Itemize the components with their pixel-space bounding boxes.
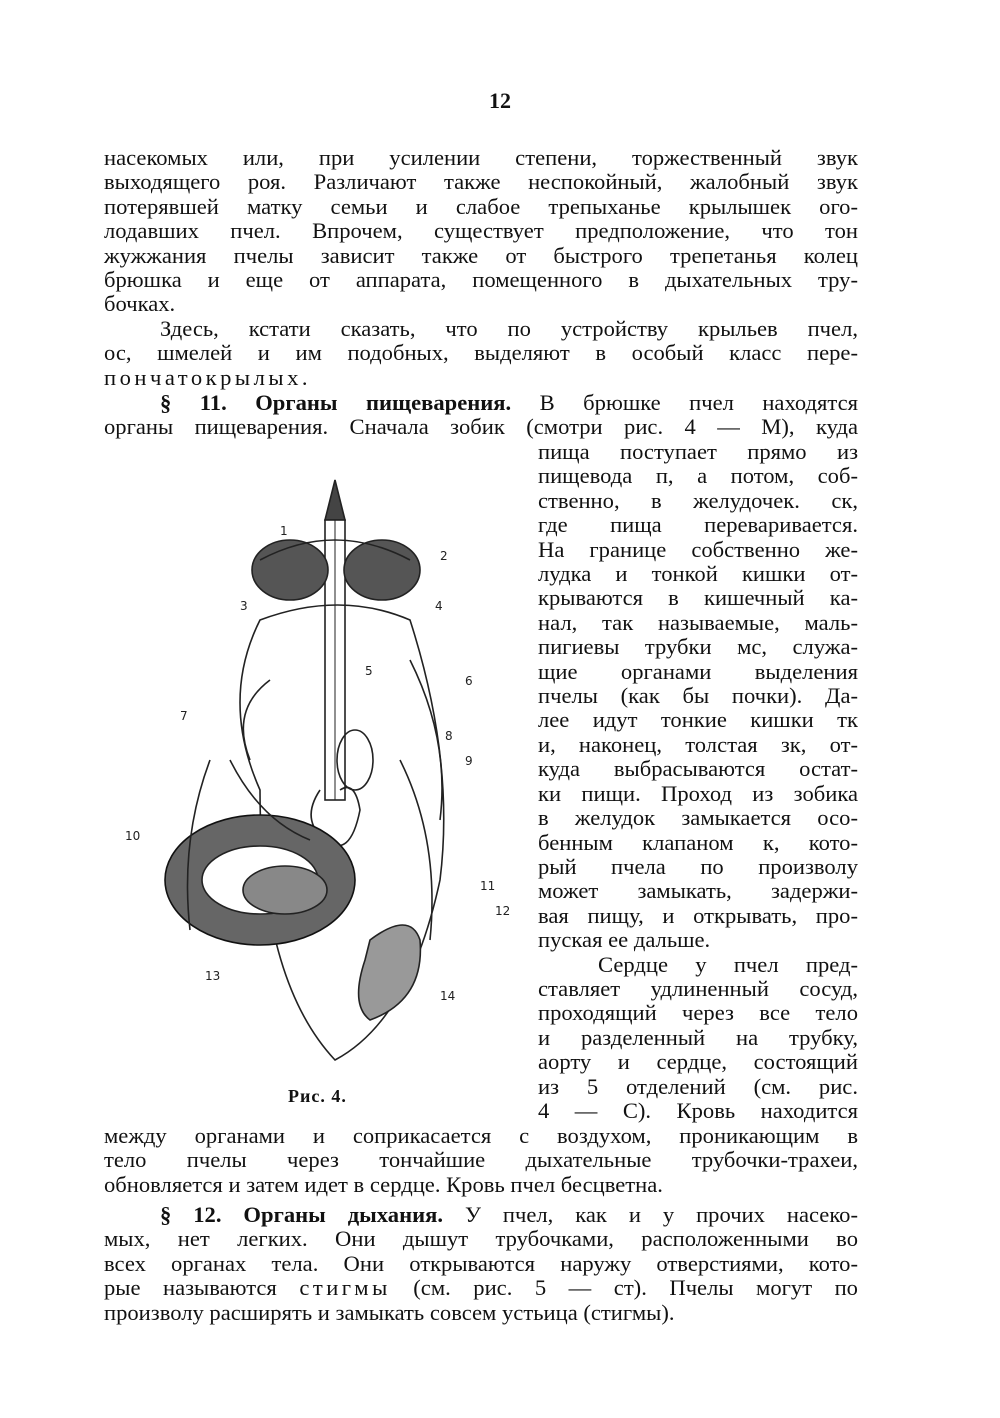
section-heading: § 12. Органы дыхания. <box>160 1202 443 1227</box>
figure-label: 4 <box>435 599 443 613</box>
text-line: потерявшей матку семьи и слабое трепыханье крылышек ого- <box>104 193 858 219</box>
section-11 <box>104 391 858 440</box>
text-line: бочках. <box>104 291 176 317</box>
heart-paragraph <box>104 1124 858 1197</box>
text-line: 4 — С). Кровь находится <box>538 1097 858 1123</box>
figure-label: 9 <box>465 754 473 768</box>
text-line: пигиевы трубки мс, служа- <box>538 634 858 660</box>
heading-tail: В брюшке пчел находятся <box>539 390 858 415</box>
text-line: пуская ее дальше. <box>538 927 711 953</box>
figure-label: 14 <box>440 989 456 1003</box>
text-line: куда выбрасываются остат- <box>538 756 858 782</box>
figure-label: 7 <box>180 709 188 723</box>
text-line: органы пищеварения. Сначала зобик (смотри рис. 4 — М), куда <box>104 414 858 440</box>
text-line: лодавших пчел. Впрочем, существует предположение, что тон <box>104 218 858 244</box>
figure-label: 12 <box>495 904 511 918</box>
text-line: и, наконец, толстая зк, от- <box>538 731 858 757</box>
figure-label: 13 <box>205 969 221 983</box>
text-line: крываются в кишечный ка- <box>538 585 858 611</box>
text-line: всех органах тела. Они открываются наружу отверстиями, кото- <box>104 1250 858 1276</box>
text-line: обновляется и затем идет в сердце. Кровь пчел бесцветна. <box>104 1171 663 1197</box>
text-line: пчелы (как бы почки). Да- <box>538 683 858 709</box>
text-line: ственно, в желудочек. ск, <box>538 487 858 513</box>
section-heading: § 11. Органы пищеварения. <box>160 390 512 415</box>
figure-label: 3 <box>240 599 248 613</box>
text-line: выходящего роя. Различают также неспокойный, жалобный звук <box>104 169 858 195</box>
top-paragraph <box>104 146 858 317</box>
text-line: между органами и соприкасается с воздухом, проникающим в <box>104 1123 858 1148</box>
text-line: проходящий через все тело <box>538 1000 858 1026</box>
page-number: 12 <box>489 88 511 113</box>
text-line: пища поступает прямо из <box>538 439 858 464</box>
text-line: лее идут тонкие кишки тк <box>538 707 858 733</box>
text-line: мых, нет легких. Они дышут трубочками, расположенными во <box>104 1226 858 1252</box>
section-12 <box>104 1203 858 1325</box>
wrap-column <box>538 440 858 1123</box>
text-line: щие органами выделения <box>538 658 858 684</box>
figure-bee-digestive-system <box>110 460 530 1080</box>
text-fragment: (см. рис. 5 — ст). Пчелы могут по <box>413 1275 858 1301</box>
text-line: тело пчелы через тончайшие дыхательные трубочки-трахеи, <box>104 1147 858 1173</box>
text-line: и разделенный на трубку, <box>538 1024 858 1050</box>
spaced-term: пончатокрылых. <box>104 364 312 390</box>
figure-label: 10 <box>125 829 141 843</box>
text-line: ос, шмелей и им подобных, выделяют в особый класс пере- <box>104 340 858 366</box>
figure-label: 5 <box>365 664 373 678</box>
figure-label: 6 <box>465 674 473 688</box>
text-line: жужжания пчелы зависит также от быстрого трепетанья колец <box>104 242 858 268</box>
digestive-system-illustration <box>110 460 530 1080</box>
figure-caption: Рис. 4. <box>288 1086 347 1106</box>
figure-label: 2 <box>440 549 448 563</box>
figure-label: 11 <box>480 879 496 893</box>
text-line: где пища переваривается. <box>538 512 858 538</box>
text-line: бенным клапаном к, кото- <box>538 829 858 855</box>
text-line: брюшка и еще от аппарата, помещенного в дыхательных тру- <box>104 267 858 293</box>
text-line: нал, так называемые, маль- <box>538 609 858 635</box>
text-line: рый пчела по произволу <box>538 853 858 879</box>
text-line: ставляет удлиненный сосуд, <box>538 975 858 1001</box>
wing-paragraph <box>104 317 858 390</box>
text-line: произволу расширять и замыкать совсем устьица (стигмы). <box>104 1299 675 1325</box>
text-line: из 5 отделений (см. рис. <box>538 1073 858 1099</box>
text-line: Сердце у пчел пред- <box>598 951 858 977</box>
text-line: вая пищу, и открывать, про- <box>538 902 858 928</box>
text-line: Здесь, кстати сказать, что по устройству крыльев пчел, <box>160 316 858 341</box>
spaced-term: стигмы <box>299 1275 391 1301</box>
text-line: в желудок замыкается осо- <box>538 805 858 831</box>
heading-tail: У пчел, как и у прочих насеко- <box>464 1202 858 1227</box>
text-line: пищевода п, а потом, соб- <box>538 463 858 489</box>
text-line: лудка и тонкой кишки от- <box>538 561 858 587</box>
text-line: На границе собственно же- <box>538 536 858 562</box>
text-line: ки пищи. Проход из зобика <box>538 780 858 806</box>
figure-label: 8 <box>445 729 453 743</box>
text-line: может замыкать, задержи- <box>538 878 858 904</box>
text-line: аорту и сердце, состоящий <box>538 1049 858 1075</box>
figure-label: 1 <box>280 524 288 538</box>
text-line: насекомых или, при усилении степени, торжественный звук <box>104 145 858 170</box>
text-fragment: рые называются <box>104 1275 277 1301</box>
